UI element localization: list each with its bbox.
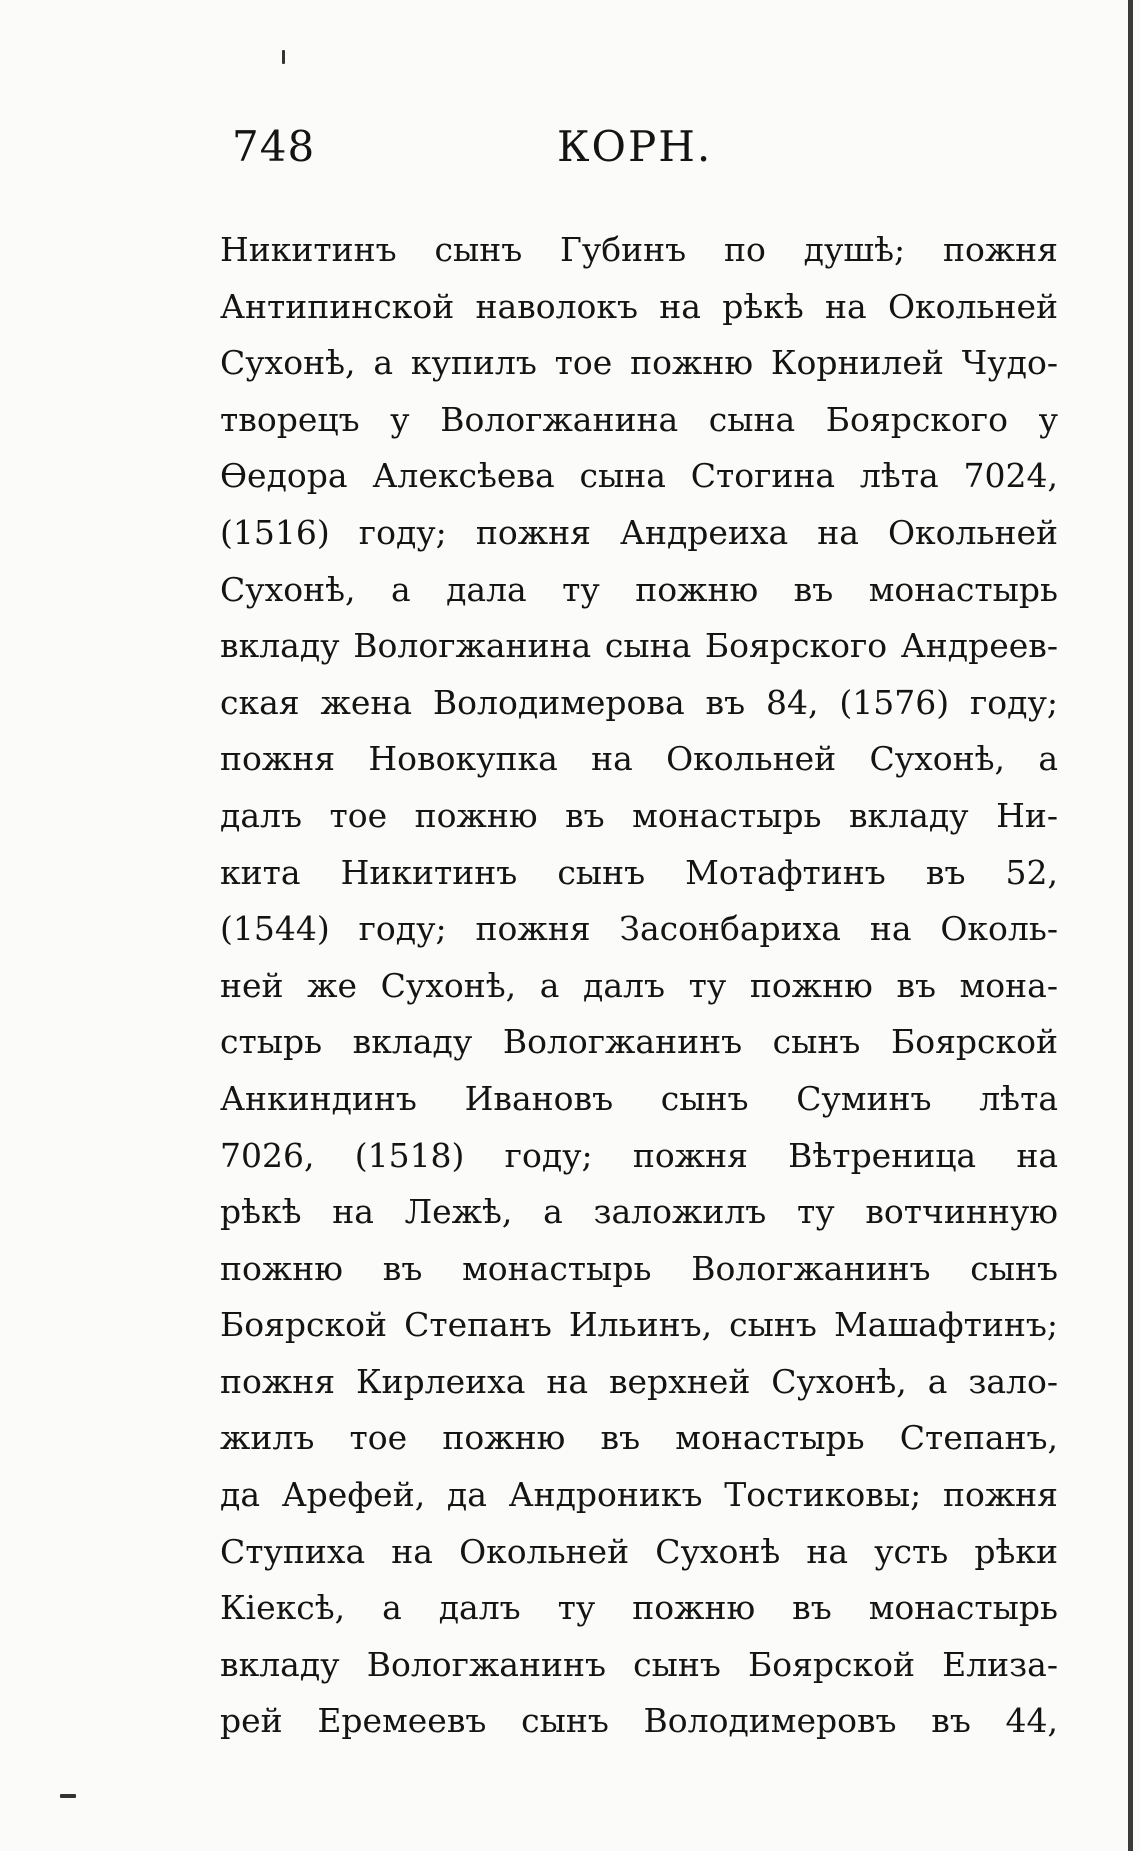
text-line: пожня Новокупка на Окольней Сухонѣ, а [220, 739, 1058, 779]
text-line: пожня Кирлеиха на верхней Сухонѣ, а зало- [220, 1361, 1058, 1401]
text-line: Никитинъ сынъ Губинъ по душѣ; пожня [220, 230, 1058, 269]
scan-speck [60, 1794, 76, 1798]
text-line: (1544) году; пожня Засонбариха на Околь- [220, 909, 1058, 949]
text-line: стырь вкладу Вологжанинъ сынъ Боярской [220, 1022, 1058, 1062]
text-line: жилъ тое пожню въ монастырь Степанъ, [220, 1418, 1058, 1458]
text-line: 7026, (1518) году; пожня Вѣтреница на [220, 1135, 1058, 1175]
scan-speck [282, 50, 285, 64]
text-line: творецъ у Вологжанина сына Боярского у [220, 399, 1058, 439]
text-line: Боярской Степанъ Ильинъ, сынъ Машафтинъ; [220, 1305, 1058, 1345]
text-line: вкладу Вологжанина сына Боярского Андреев- [220, 626, 1058, 666]
running-head: КОРН. [557, 122, 713, 171]
text-line: Антипинской наволокъ на рѣкѣ на Окольней [220, 286, 1058, 326]
page-number: 748 [232, 122, 316, 171]
text-line: ней же Сухонѣ, а далъ ту пожню въ мона- [220, 965, 1058, 1005]
text-line: рѣкѣ на Лежѣ, а заложилъ ту вотчинную [220, 1192, 1058, 1232]
text-line: рей Еремеевъ сынъ Володимеровъ въ 44, [220, 1701, 1058, 1741]
text-line: кита Никитинъ сынъ Мотафтинъ въ 52, [220, 852, 1058, 892]
text-line: вкладу Вологжанинъ сынъ Боярской Елиза- [220, 1644, 1058, 1684]
text-line: Ѳедора Алексѣева сына Стогина лѣта 7024, [220, 456, 1058, 496]
text-line: (1516) году; пожня Андреиха на Окольней [220, 512, 1058, 552]
page-edge-shadow [1128, 0, 1133, 1851]
text-line: Сухонѣ, а купилъ тое пожню Корнилей Чудо- [220, 343, 1058, 383]
page-header [232, 122, 1062, 182]
text-line: далъ тое пожню въ монастырь вкладу Ни- [220, 795, 1058, 835]
text-line: ская жена Володимерова въ 84, (1576) году; [220, 682, 1058, 722]
text-line: да Арефей, да Андроникъ Тостиковы; пожня [220, 1475, 1058, 1515]
text-line: Анкиндинъ Ивановъ сынъ Суминъ лѣта [220, 1078, 1058, 1118]
body-text [220, 222, 1058, 1750]
text-line: Кіексѣ, а далъ ту пожню въ монастырь [220, 1588, 1058, 1628]
text-line: пожню въ монастырь Вологжанинъ сынъ [220, 1248, 1058, 1288]
text-line: Ступиха на Окольней Сухонѣ на усть рѣки [220, 1531, 1058, 1571]
text-line: Сухонѣ, а дала ту пожню въ монастырь [220, 569, 1058, 609]
